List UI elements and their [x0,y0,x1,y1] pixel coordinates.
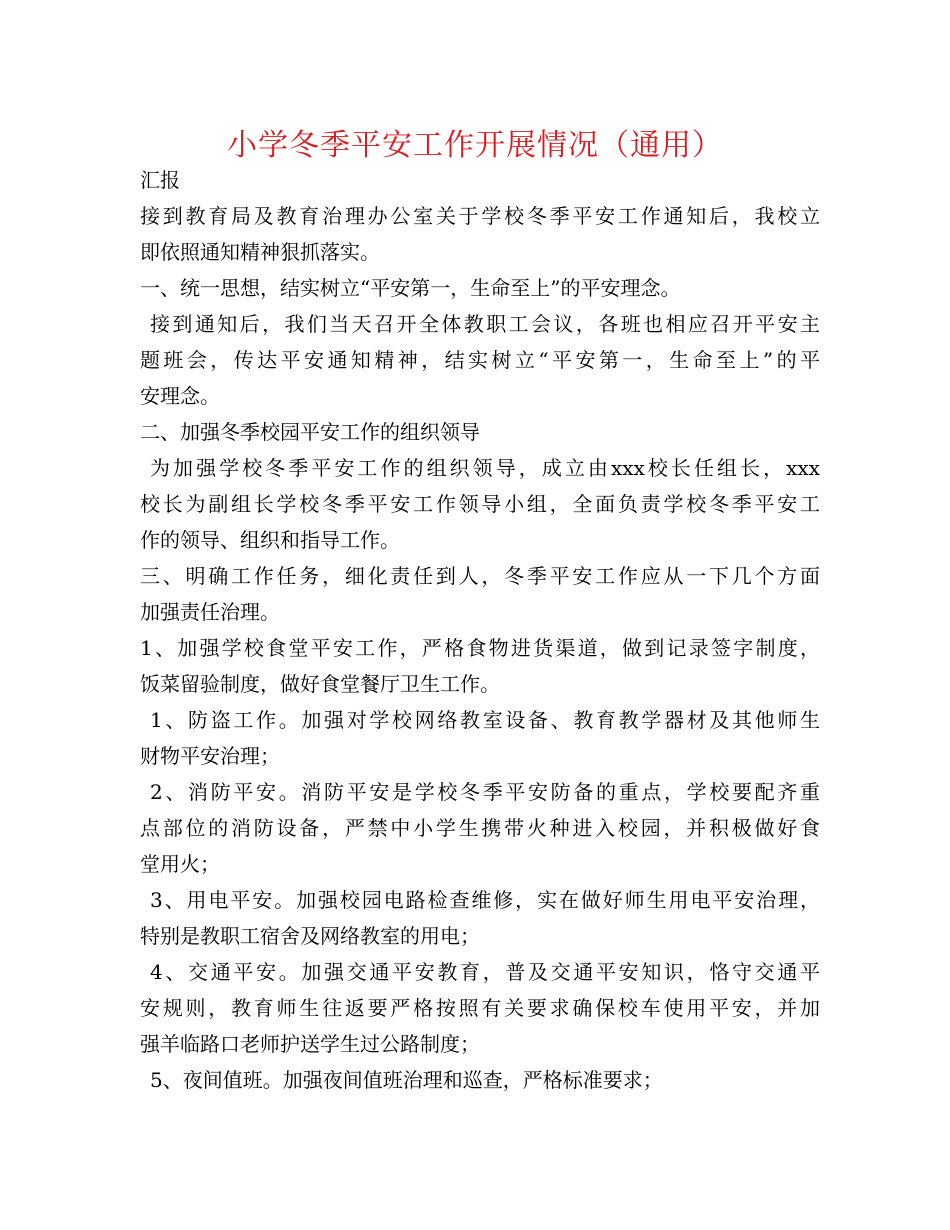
text-line: 安理念。 [140,384,220,408]
text-line: 4、交通平安。加强交通平安教育，普及交通平安知识，恪守交通平 [150,960,820,984]
text-line: 堂用火； [140,852,220,876]
document-title: 小学冬季平安工作开展情况（通用） [227,128,723,163]
text-line: 一、统一思想，结实树立“平安第一，生命至上”的平安理念。 [140,276,681,300]
text-line: 加强责任治理。 [140,600,280,624]
text-line: 2、消防平安。消防平安是学校冬季平安防备的重点，学校要配齐重 [150,780,820,804]
text-line: 作的领导、组织和指导工作。 [140,528,400,552]
text-line: 饭菜留验制度，做好食堂餐厅卫生工作。 [140,672,500,696]
text-line: 汇报 [140,168,180,192]
text-line: 财物平安治理； [140,744,280,768]
text-line: 安规则，教育师生往返要严格按照有关要求确保校车使用平安，并加 [140,996,820,1020]
text-line: 1、加强学校食堂平安工作，严格食物进货渠道，做到记录签字制度， [140,636,820,660]
text-line: 校长为副组长学校冬季平安工作领导小组，全面负责学校冬季平安工 [140,492,820,516]
text-line: 二、加强冬季校园平安工作的组织领导 [140,420,480,444]
text-line: 为加强学校冬季平安工作的组织领导，成立由xxx校长任组长，xxx [150,456,820,480]
text-line: 接到教育局及教育治理办公室关于学校冬季平安工作通知后，我校立 [140,204,820,228]
text-line: 强羊临路口老师护送学生过公路制度； [140,1032,480,1056]
text-line: 点部位的消防设备，严禁中小学生携带火种进入校园，并积极做好食 [140,816,820,840]
text-line: 3、用电平安。加强校园电路检查维修，实在做好师生用电平安治理， [150,888,820,912]
text-line: 5、夜间值班。加强夜间值班治理和巡查，严格标准要求； [150,1068,663,1092]
document-body [140,162,820,1098]
text-line: 1、防盗工作。加强对学校网络教室设备、教育教学器材及其他师生 [150,708,820,732]
text-line: 三、明确工作任务，细化责任到人，冬季平安工作应从一下几个方面 [140,564,820,588]
text-line: 题班会，传达平安通知精神，结实树立“平安第一，生命至上”的平 [140,348,820,372]
text-line: 即依照通知精神狠抓落实。 [140,240,380,264]
text-line: 特别是教职工宿舍及网络教室的用电； [140,924,480,948]
text-line: 接到通知后，我们当天召开全体教职工会议，各班也相应召开平安主 [150,312,820,336]
